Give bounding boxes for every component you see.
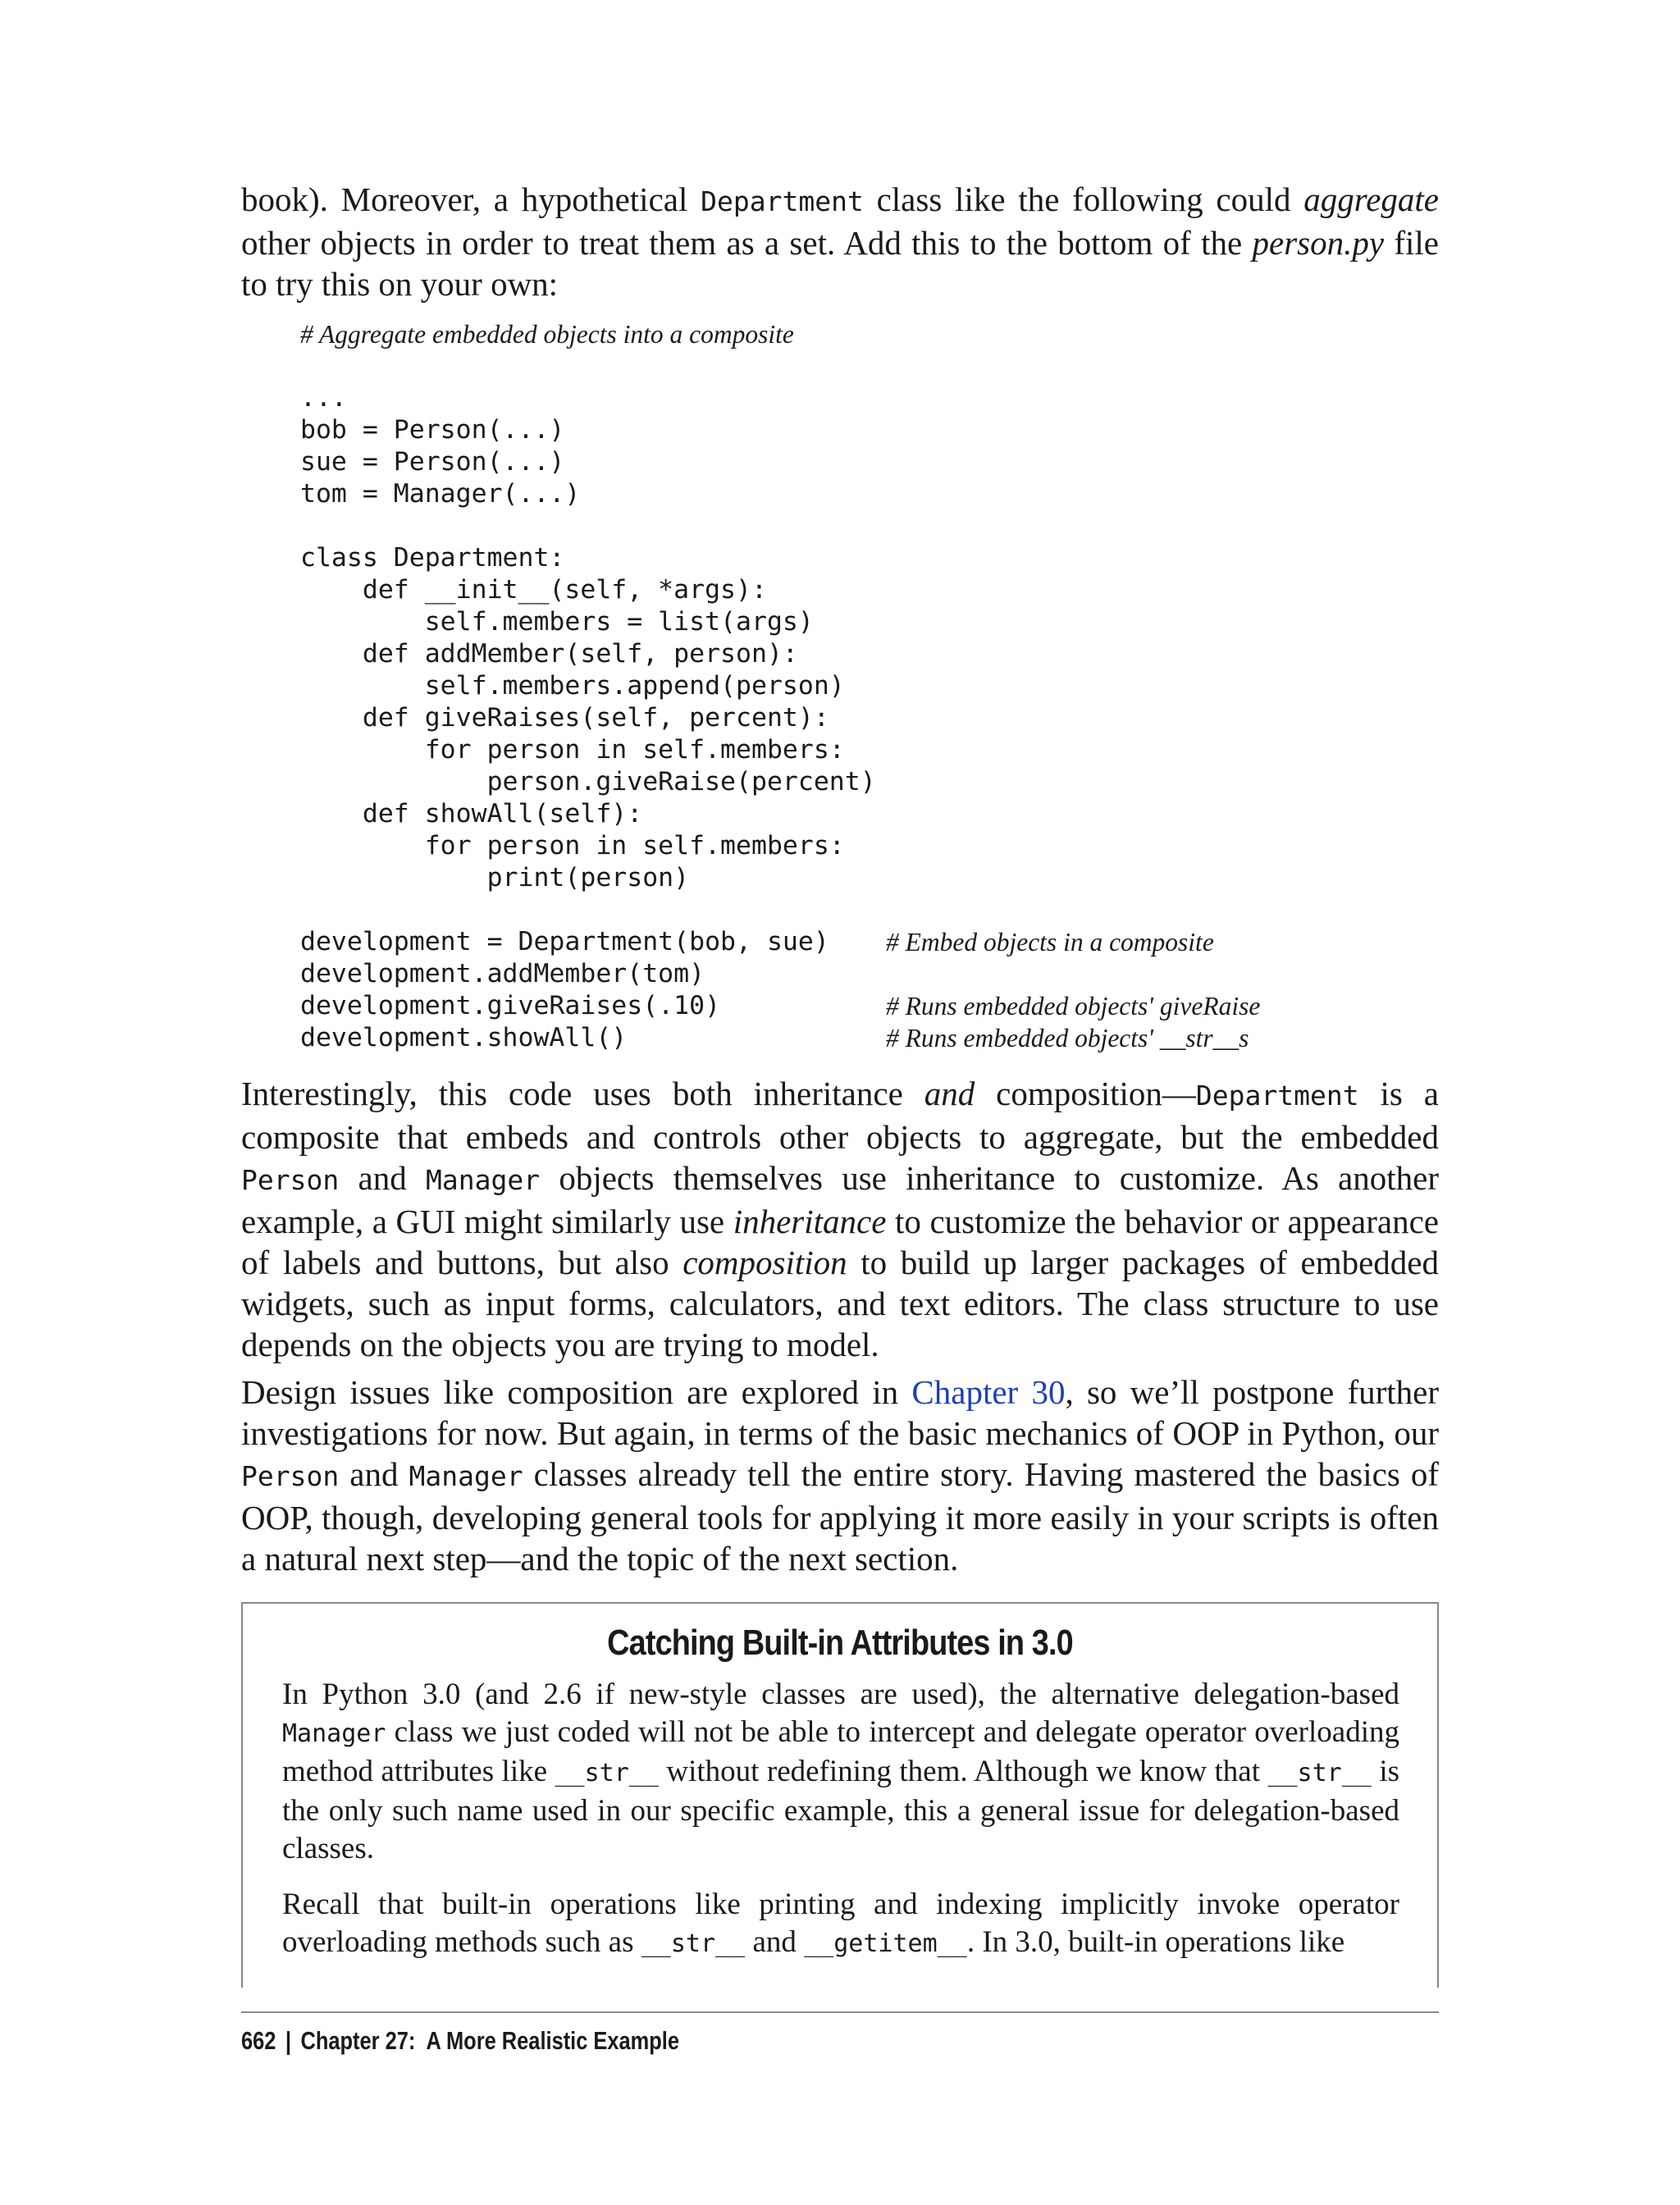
code-side-comment-str: # Runs embedded objects' __str__s: [886, 1024, 1249, 1052]
text-run: and: [339, 1455, 409, 1493]
inline-code: __str__: [1267, 1759, 1372, 1787]
inline-code: Manager: [425, 1164, 541, 1196]
code-line: def giveRaises(self, percent):: [300, 703, 829, 733]
text-run: Design issues like composition are explored in: [241, 1373, 912, 1411]
text-run: classes already tell the entire story. Having mastered the basics of OOP, though, developing general tools for applying it more easily in your scripts is often a natural next step—and the topic of the next section.: [241, 1455, 1439, 1577]
code-line: [300, 894, 876, 926]
emphasis: inheritance: [733, 1203, 887, 1240]
design-issues-paragraph: [241, 1372, 1439, 1579]
code-line: def addMember(self, person):: [300, 639, 798, 669]
text-run: is a composite that embeds and controls other objects to aggregate, but the embedded: [241, 1075, 1440, 1156]
text-run: other objects in order to treat them as a set. Add this to the bottom of the: [241, 224, 1253, 262]
text-run: and: [745, 1925, 805, 1959]
text-run: to customize the behavior or appearance of labels and buttons, but also: [241, 1203, 1439, 1281]
code-block: [300, 382, 876, 1054]
footer-rule: [241, 2011, 1439, 2013]
code-line: development = Department(bob, sue): [300, 927, 829, 956]
inline-code: Manager: [409, 1460, 523, 1492]
code-line: ...: [300, 383, 347, 413]
inline-code: __str__: [555, 1759, 659, 1787]
code-side-comment-embed: # Embed objects in a composite: [886, 928, 1214, 956]
emphasis: composition: [682, 1244, 847, 1281]
code-line: development.giveRaises(.10): [300, 991, 721, 1020]
code-comment: # Aggregate embedded objects into a composite: [300, 320, 794, 349]
text-run: In Python 3.0 (and 2.6 if new-style classes are used), the alternative delegation-based: [282, 1678, 1399, 1711]
code-line: self.members = list(args): [300, 607, 814, 637]
inline-code: Manager: [282, 1719, 386, 1748]
code-line: development.showAll(): [300, 1023, 628, 1052]
inline-code: Person: [241, 1164, 340, 1196]
intro-paragraph: [241, 179, 1439, 304]
text-run: composition—: [975, 1075, 1196, 1112]
code-line: class Department:: [300, 543, 565, 573]
text-run: and: [339, 1159, 426, 1197]
code-line: self.members.append(person): [300, 671, 845, 701]
text-run: Interestingly, this code uses both inheritance: [241, 1075, 924, 1112]
code-line: for person in self.members:: [300, 831, 845, 861]
text-run: book). Moreover, a hypothetical: [241, 180, 701, 218]
code-line: def showAll(self):: [300, 799, 643, 829]
inline-code: __getitem__: [804, 1929, 967, 1958]
code-line: sue = Person(...): [300, 447, 565, 477]
sidebar-paragraph-1: [282, 1676, 1399, 1868]
code-line: bob = Person(...): [300, 415, 565, 445]
text-run: class we just coded will not be able to intercept and delegate operator overloading method attributes like: [282, 1715, 1399, 1788]
emphasis: aggregate: [1303, 180, 1439, 218]
sidebar-box: [241, 1602, 1439, 1988]
sidebar-title: Catching Built-in Attributes in 3.0: [607, 1623, 1073, 1663]
code-line: development.addMember(tom): [300, 959, 705, 988]
sidebar-paragraph-2: [282, 1886, 1399, 1963]
inline-code: Department: [1195, 1080, 1359, 1112]
composition-paragraph: [241, 1073, 1439, 1365]
text-run: is the only such name used in our specific example, this a general issue for delegation-based classes.: [282, 1755, 1400, 1865]
code-side-comment-raise: # Runs embedded objects' giveRaise: [886, 992, 1261, 1020]
running-chapter-title: Chapter 27: A More Realistic Example: [300, 2026, 679, 2055]
text-run: file to try this on your own:: [241, 224, 1439, 303]
code-line: for person in self.members:: [300, 735, 845, 765]
text-run: without redefining them. Although we know that: [658, 1755, 1268, 1788]
code-line: print(person): [300, 863, 690, 892]
code-line: tom = Manager(...): [300, 479, 581, 509]
inline-code: Person: [241, 1460, 340, 1492]
emphasis-filename: person.py: [1252, 224, 1385, 262]
text-run: to build up larger packages of embedded widgets, such as input forms, calculators, and text editors. The class structure to use depends on the objects you are trying to model.: [241, 1244, 1439, 1363]
inline-code: __str__: [641, 1929, 746, 1958]
text-run: class like the following could: [863, 180, 1304, 218]
footer-divider: |: [285, 2026, 292, 2055]
inline-code: Department: [701, 185, 864, 217]
page-footer: [241, 2023, 679, 2059]
code-line: [300, 510, 876, 542]
page-number: 662: [241, 2026, 276, 2055]
emphasis: and: [924, 1075, 975, 1112]
text-run: Recall that built-in operations like printing and indexing implicitly invoke operator overloading methods such as: [282, 1888, 1399, 1959]
code-line: person.giveRaise(percent): [300, 767, 876, 797]
code-line: def __init__(self, *args):: [300, 575, 767, 605]
text-run: objects themselves use inheritance to customize. As another example, a GUI might similarly use: [241, 1159, 1439, 1240]
text-run: , so we’ll postpone further investigations for now. But again, in terms of the basic mechanics of OOP in Python, our: [241, 1373, 1439, 1452]
text-run: . In 3.0, built-in operations like: [966, 1925, 1345, 1959]
chapter-30-link[interactable]: Chapter 30: [911, 1373, 1066, 1411]
